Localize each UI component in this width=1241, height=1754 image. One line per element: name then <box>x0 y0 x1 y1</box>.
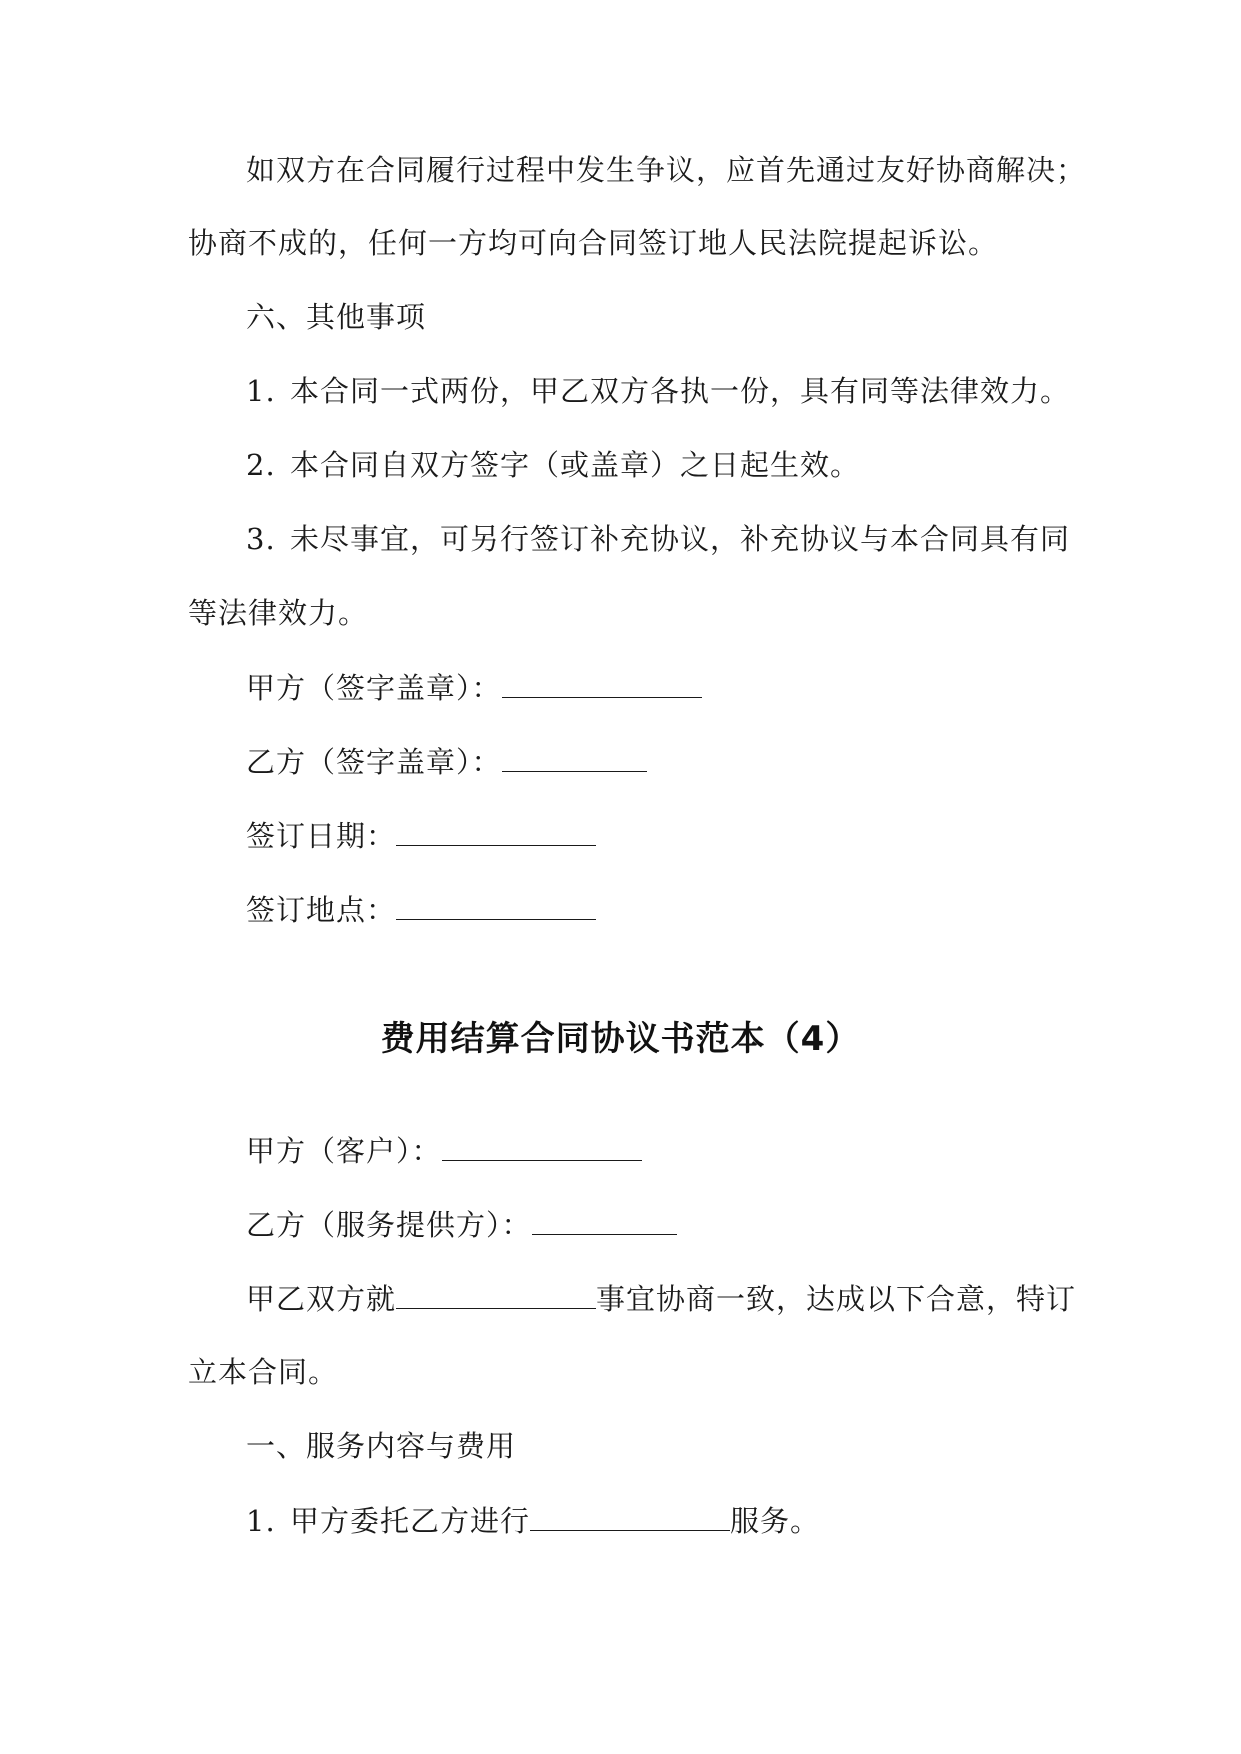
party-a-signature-blank[interactable] <box>502 667 702 698</box>
provider-party-blank[interactable] <box>532 1204 677 1235</box>
client-party-line <box>246 1130 642 1171</box>
dispute-clause-line-1: 如双方在合同履行过程中发生争议，应首先通过友好协商解决； <box>246 153 1087 187</box>
section-6-heading: 六、其他事项 <box>246 300 427 334</box>
section-6-item-3-continued: 等法律效力。 <box>188 596 369 630</box>
matter-blank[interactable] <box>396 1278 596 1309</box>
section-6-item-3 <box>246 519 1070 559</box>
service-item-part-1: 甲方委托乙方进行 <box>290 1504 531 1538</box>
provider-party-line <box>246 1204 677 1245</box>
item-text: 本合同自双方签字（或盖章）之日起生效。 <box>290 448 861 482</box>
party-b-signature-line <box>246 741 647 782</box>
party-a-signature-label: 甲方（签字盖章）： <box>246 671 502 705</box>
agreement-intro-part-1: 甲乙双方就 <box>246 1282 397 1316</box>
sign-place-blank[interactable] <box>396 889 596 920</box>
client-party-label: 甲方（客户）： <box>246 1134 442 1168</box>
party-b-signature-label: 乙方（签字盖章）： <box>246 745 502 779</box>
item-text: 未尽事宜，可另行签订补充协议，补充协议与本合同具有同 <box>290 522 1071 556</box>
party-b-signature-blank[interactable] <box>502 741 647 772</box>
service-item-1 <box>246 1500 820 1541</box>
sign-date-line <box>246 815 596 856</box>
service-blank[interactable] <box>530 1500 730 1531</box>
agreement-intro-line <box>246 1278 1076 1319</box>
agreement-intro-continued: 立本合同。 <box>188 1355 339 1389</box>
service-item-part-2: 服务。 <box>730 1504 821 1538</box>
item-text: 本合同一式两份，甲乙双方各执一份，具有同等法律效力。 <box>290 374 1071 408</box>
contract-title: 费用结算合同协议书范本（4） <box>380 1019 861 1059</box>
section-1-heading: 一、服务内容与费用 <box>246 1429 517 1463</box>
sign-date-blank[interactable] <box>396 815 596 846</box>
party-a-signature-line <box>246 667 702 708</box>
agreement-intro-part-2: 事宜协商一致，达成以下合意，特订 <box>596 1282 1077 1316</box>
item-number: 3. <box>246 522 276 556</box>
item-number: 1. <box>246 1504 276 1538</box>
item-number: 2. <box>246 448 276 482</box>
dispute-clause-line-2: 协商不成的，任何一方均可向合同签订地人民法院提起诉讼。 <box>188 226 999 260</box>
provider-party-label: 乙方（服务提供方）： <box>246 1208 532 1242</box>
section-6-item-1 <box>246 371 1070 411</box>
section-6-item-2 <box>246 445 860 485</box>
sign-place-label: 签订地点： <box>246 893 397 927</box>
sign-date-label: 签订日期： <box>246 819 397 853</box>
sign-place-line <box>246 889 596 930</box>
item-number: 1. <box>246 374 276 408</box>
client-party-blank[interactable] <box>442 1130 642 1161</box>
